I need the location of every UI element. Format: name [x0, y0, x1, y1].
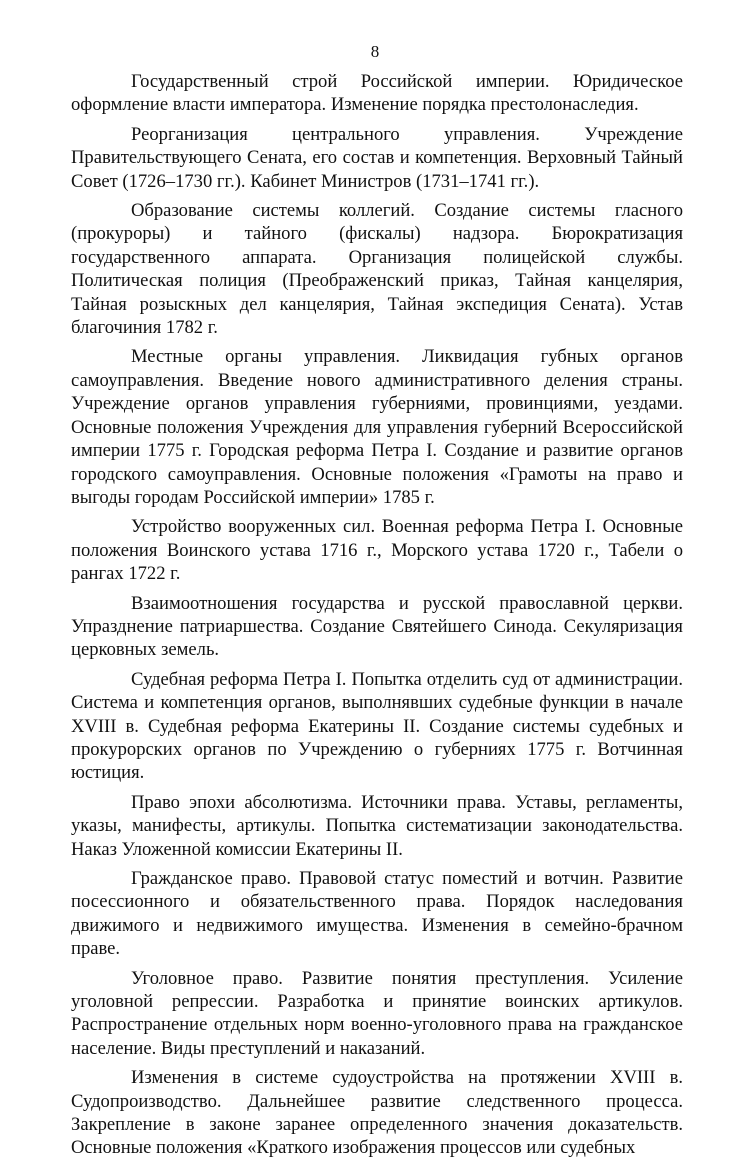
- paragraph-criminal-law: Уголовное право. Развитие понятия преступления. Усиление уголовной репрессии. Разработка и принятие воинских артикулов. Распространение отдельных норм военно-уголовного права на гражданское население. Виды преступлений и наказаний.: [71, 967, 683, 1059]
- paragraph-civil-law: Гражданское право. Правовой статус поместий и вотчин. Развитие посессионного и обязательственного права. Порядок наследования движимого и недвижимого имущества. Изменения в семейно-брачном праве.: [71, 868, 683, 960]
- paragraph-church-relations: Взаимоотношения государства и русской православной церкви. Упразднение патриаршества. Создание Святейшего Синода. Секуляризация церковных земель.: [71, 592, 683, 661]
- paragraph-armed-forces: Устройство вооруженных сил. Военная реформа Петра I. Основные положения Воинского устава 1716 г., Морского устава 1720 г., Табели о рангах 1722 г.: [71, 516, 683, 585]
- paragraph-state-system: Государственный строй Российской империи. Юридическое оформление власти императора. Изменение порядка престолонаследия.: [71, 71, 683, 116]
- page-number: 8: [370, 42, 380, 61]
- paragraph-local-government: Местные органы управления. Ликвидация губных органов самоуправления. Введение нового административного деления страны. Учреждение органов управления губерниями, провинциями, уездами. Основные положения Учреждения для управления губерний Всероссийской империи 1775 г. Городская реформа Петра I. Создание и развитие органов городского самоуправления. Основные положения «Грамоты на право и выгоды городам Российской империи» 1785 г.: [71, 346, 683, 508]
- document-body: [71, 70, 683, 1166]
- paragraph-court-system: Изменения в системе судоустройства на протяжении XVIII в. Судопроизводство. Дальнейшее развитие следственного процесса. Закрепление в законе заранее определенного значения доказательств. Основные положения «Краткого изображения процессов или судебных: [71, 1067, 683, 1159]
- paragraph-law-of-absolutism: Право эпохи абсолютизма. Источники права. Уставы, регламенты, указы, манифесты, артикулы. Попытка систематизации законодательства. Наказ Уложенной комиссии Екатерины II.: [71, 791, 683, 860]
- paragraph-judicial-reform: Судебная реформа Петра I. Попытка отделить суд от администрации. Система и компетенция органов, выполнявших судебные функции в начале XVIII в. Судебная реформа Екатерины II. Создание системы судебных и прокурорских органов по Учреждению о губерниях 1775 г. Вотчинная юстиция.: [71, 668, 683, 784]
- paragraph-central-administration: Реорганизация центрального управления. Учреждение Правительствующего Сената, его состав и компетенция. Верховный Тайный Совет (1726–1730 гг.). Кабинет Министров (1731–1741 гг.).: [71, 123, 683, 192]
- paragraph-collegia: Образование системы коллегий. Создание системы гласного (прокуроры) и тайного (фискалы) надзора. Бюрократизация государственного аппарата. Организация полицейской службы. Политическая полиция (Преображенский приказ, Тайная канцелярия, Тайная розыскных дел канцелярия, Тайная экспедиция Сената). Устав благочиния 1782 г.: [71, 200, 683, 339]
